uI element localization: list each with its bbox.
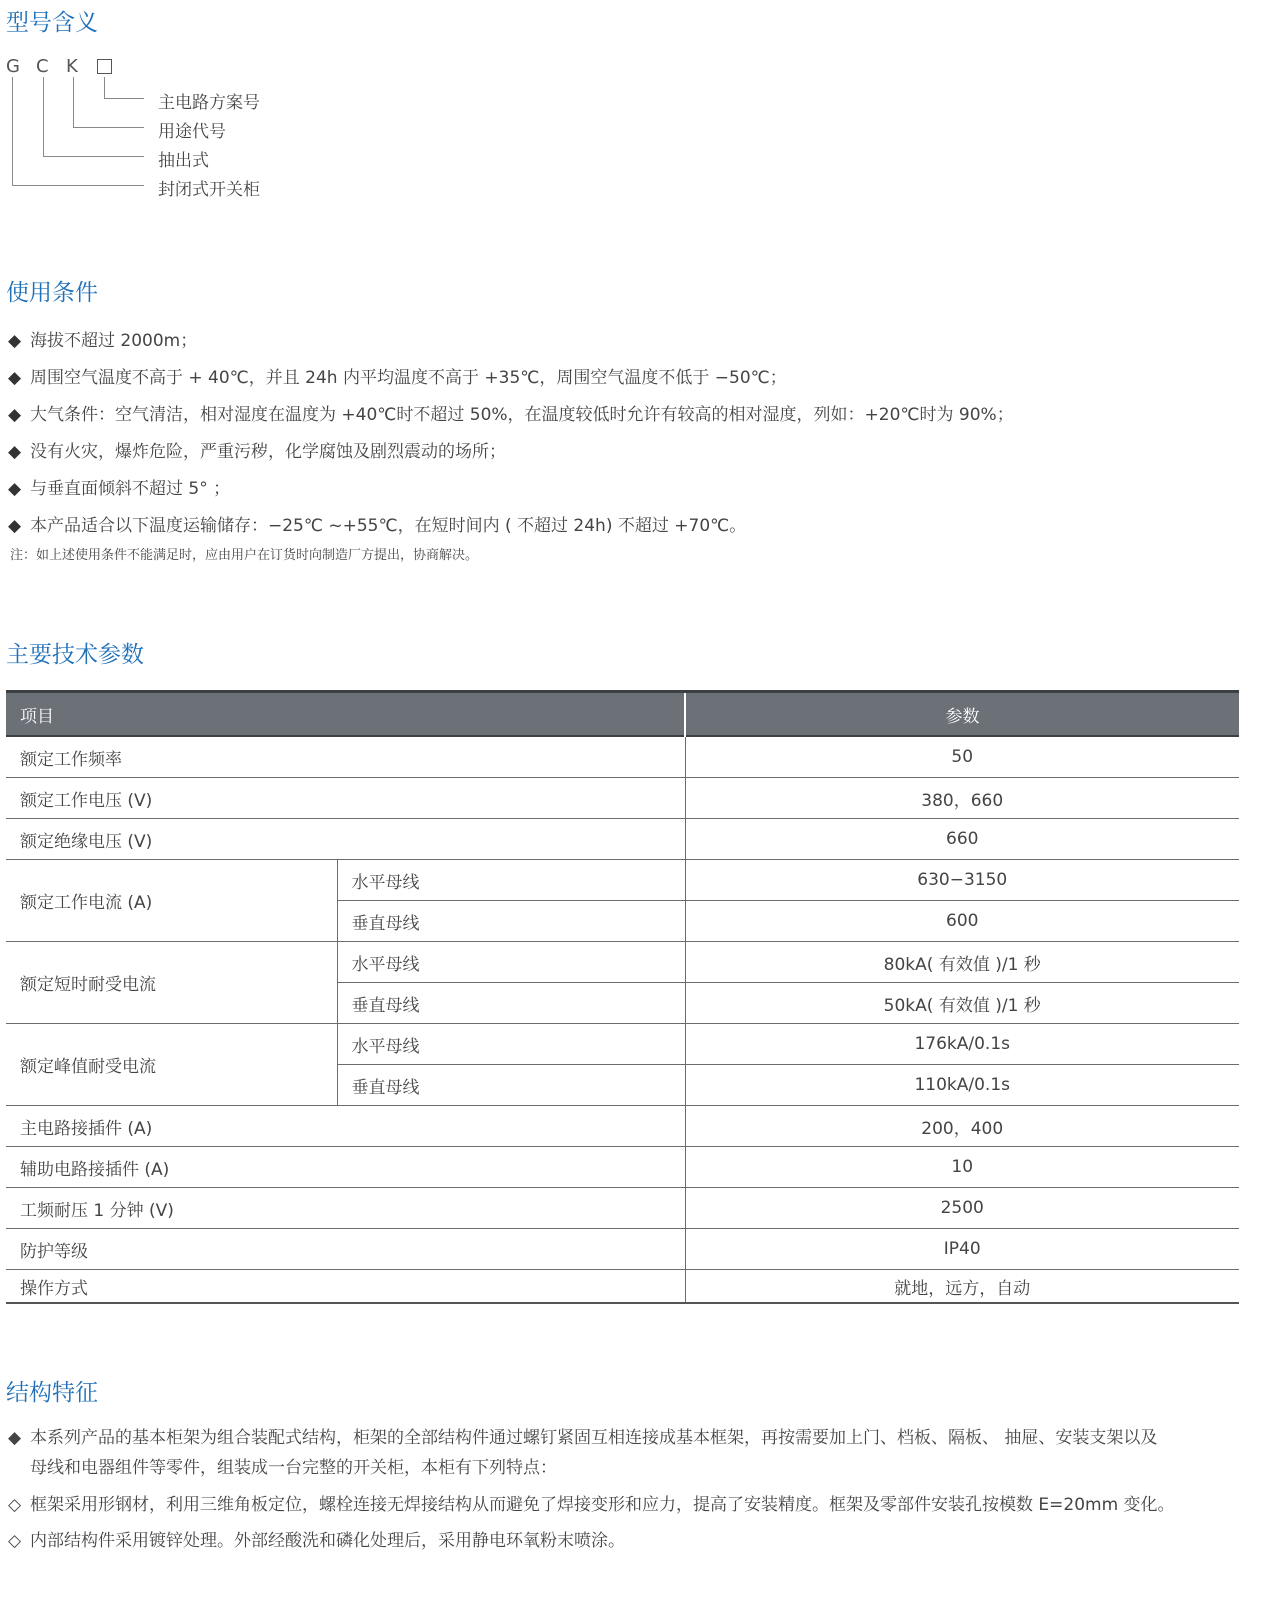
row-sub-label: 水平母线: [337, 1024, 685, 1065]
row-item: 额定峰值耐受电流: [6, 1024, 337, 1106]
row-value: 380，660: [685, 778, 1239, 819]
row-sub-label: 垂直母线: [337, 983, 685, 1024]
hollow-diamond-bullet-icon: ◇: [8, 1531, 22, 1551]
diamond-bullet-icon: ◆: [8, 516, 22, 536]
table-row: [6, 1270, 1239, 1304]
model-diagram: [0, 50, 320, 210]
header-item: 项目: [6, 692, 685, 737]
connector-line: [43, 156, 144, 157]
table-row: [6, 1024, 1239, 1065]
table-row: [6, 1229, 1239, 1270]
hollow-diamond-bullet-icon: ◇: [8, 1495, 22, 1515]
model-letter-c: C: [36, 56, 49, 77]
model-label-drawout: 抽出式: [158, 151, 209, 171]
model-letter-k: K: [66, 56, 78, 77]
header-value: 参数: [685, 692, 1239, 737]
table-row: [6, 1147, 1239, 1188]
table-row: [6, 1106, 1239, 1147]
row-item: 主电路接插件 (A): [6, 1106, 685, 1147]
row-sub-label: 垂直母线: [337, 1065, 685, 1106]
diamond-bullet-icon: ◆: [8, 331, 22, 351]
row-value: 200，400: [685, 1106, 1239, 1147]
diamond-bullet-icon: ◆: [8, 442, 22, 462]
row-value: 176kA/0.1s: [685, 1024, 1239, 1065]
connector-line: [73, 77, 74, 128]
specs-section-title: 主要技术参数: [6, 642, 144, 668]
connector-line: [12, 77, 13, 186]
row-item: 工频耐压 1 分钟 (V): [6, 1188, 685, 1229]
table-row: [6, 736, 1239, 778]
structure-section-title: 结构特征: [6, 1380, 98, 1406]
structure-item: ◇ 内部结构件采用镀锌处理。外部经酸洗和磷化处理后，采用静电环氧粉末喷涂。: [8, 1526, 1248, 1556]
model-letter-g: G: [6, 56, 20, 77]
table-header-row: [6, 692, 1239, 737]
structure-item: ◆ 本系列产品的基本柜架为组合装配式结构，柜架的全部结构件通过螺钉紧固互相连接成基本框架，再按需要加上门、档板、隔板、 抽屉、安装支架以及 母线和电器组件等零件，组装成一台完整的开关柜，本柜有下列特点：: [8, 1423, 1248, 1483]
diamond-bullet-icon: ◆: [8, 405, 22, 425]
model-label-usage-code: 用途代号: [158, 122, 226, 142]
diamond-bullet-icon: ◆: [8, 1428, 22, 1448]
row-value: 80kA( 有效值 )/1 秒: [685, 942, 1239, 983]
connector-line: [104, 98, 144, 99]
conditions-section-title: 使用条件: [6, 280, 98, 306]
row-value: 50kA( 有效值 )/1 秒: [685, 983, 1239, 1024]
model-label-main-circuit: 主电路方案号: [158, 93, 260, 113]
condition-item: ◆ 与垂直面倾斜不超过 5° ；: [8, 479, 231, 499]
condition-item: ◆ 本产品适合以下温度运输储存：−25℃ ~+55℃，在短时间内 ( 不超过 24h) 不超过 +70℃。: [8, 516, 747, 536]
model-placeholder-box: [97, 59, 112, 74]
row-item: 额定工作电流 (A): [6, 860, 337, 942]
condition-item: ◆ 大气条件：空气清洁，相对湿度在温度为 +40℃时不超过 50%，在温度较低时允许有较高的相对湿度，列如：+20℃时为 90%；: [8, 405, 1014, 425]
row-sub-label: 水平母线: [337, 942, 685, 983]
row-value: 10: [685, 1147, 1239, 1188]
row-value: 2500: [685, 1188, 1239, 1229]
row-value: 660: [685, 819, 1239, 860]
condition-item: ◆ 没有火灾，爆炸危险，严重污秽，化学腐蚀及剧烈震动的场所；: [8, 442, 506, 462]
row-sub-label: 垂直母线: [337, 901, 685, 942]
row-value: 630−3150: [685, 860, 1239, 901]
connector-line: [12, 185, 144, 186]
structure-item-continuation: 母线和电器组件等零件，组装成一台完整的开关柜，本柜有下列特点：: [30, 1458, 557, 1478]
row-sub-label: 水平母线: [337, 860, 685, 901]
row-value: 600: [685, 901, 1239, 942]
row-item: 额定绝缘电压 (V): [6, 819, 685, 860]
row-item: 辅助电路接插件 (A): [6, 1147, 685, 1188]
condition-item: ◆ 海拔不超过 2000m；: [8, 331, 198, 351]
row-value: IP40: [685, 1229, 1239, 1270]
row-value: 50: [685, 736, 1239, 778]
row-value: 110kA/0.1s: [685, 1065, 1239, 1106]
table-row: [6, 819, 1239, 860]
table-row: [6, 860, 1239, 901]
row-item: 额定工作频率: [6, 736, 685, 778]
table-row: [6, 942, 1239, 983]
row-item: 额定工作电压 (V): [6, 778, 685, 819]
row-item: 防护等级: [6, 1229, 685, 1270]
table-row: [6, 778, 1239, 819]
condition-item: ◆ 周围空气温度不高于 + 40℃，并且 24h 内平均温度不高于 +35℃，周围空气温度不低于 −50℃；: [8, 368, 787, 388]
row-value: 就地，远方，自动: [685, 1270, 1239, 1304]
specs-table: [6, 690, 1239, 1304]
model-label-enclosed-switchgear: 封闭式开关柜: [158, 180, 260, 200]
row-item: 操作方式: [6, 1270, 685, 1304]
structure-item: ◇ 框架采用形钢材，利用三维角板定位，螺栓连接无焊接结构从而避免了焊接变形和应力，提高了安装精度。框架及零部件安装孔按模数 E=20mm 变化。: [8, 1490, 1248, 1520]
table-row: [6, 1188, 1239, 1229]
diamond-bullet-icon: ◆: [8, 479, 22, 499]
connector-line: [43, 77, 44, 157]
connector-line: [104, 77, 105, 99]
conditions-note: 注：如上述使用条件不能满足时，应由用户在订货时向制造厂方提出，协商解决。: [10, 548, 479, 563]
row-item: 额定短时耐受电流: [6, 942, 337, 1024]
model-section-title: 型号含义: [6, 10, 98, 36]
diamond-bullet-icon: ◆: [8, 368, 22, 388]
connector-line: [73, 127, 144, 128]
